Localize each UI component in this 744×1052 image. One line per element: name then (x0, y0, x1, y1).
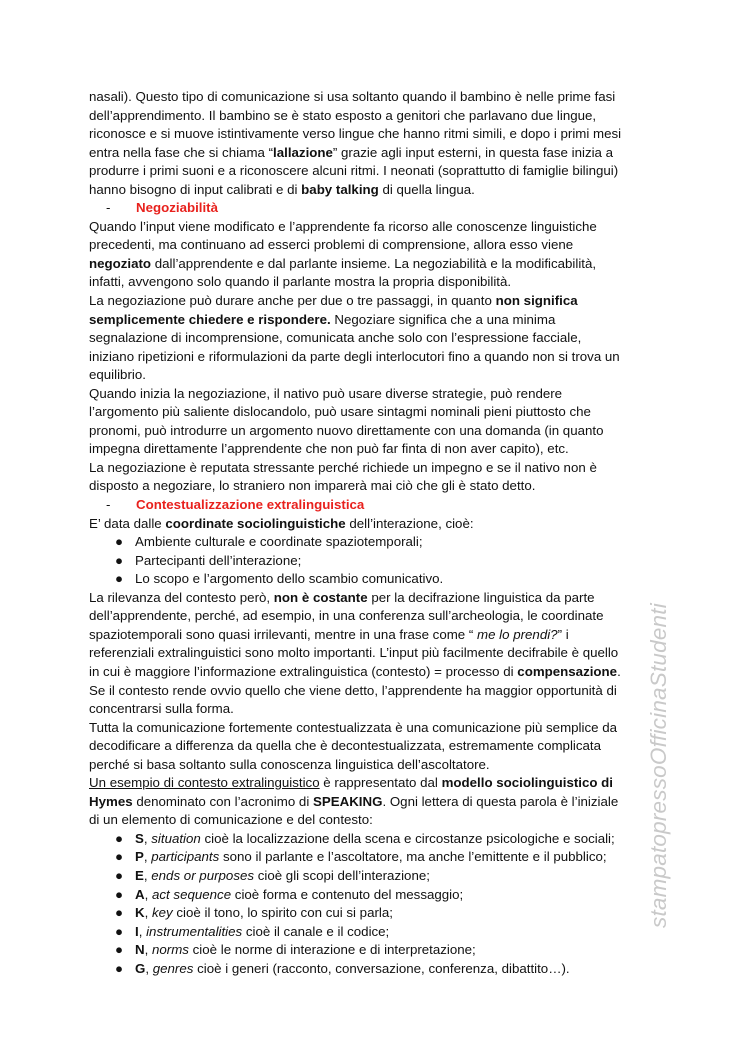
speaking-item-e (115, 867, 629, 886)
bullet-icon: ● (115, 534, 124, 550)
bullet-icon: ● (115, 830, 124, 846)
paragraph-rilevanza-contesto (89, 589, 629, 682)
text-run: nasali). Questo tipo di comunicazione si usa soltanto quando il bambino è nelle prime fasi dell’apprendimento. Il bambino se è stato esposto a genitori che parlavano due lingue, riconosce e si muove istintivamente verso lingue che hanno ritmi simili, e dopo i primi mesi entra nella fase che si chiama “ (89, 89, 622, 160)
heading-text: Negoziabilità (136, 200, 219, 216)
bullet-icon: ● (115, 571, 124, 587)
text-run: di quella lingua. (378, 181, 475, 197)
text-run: denominato con l’acronimo di (132, 793, 313, 809)
bold-term: lallazione (273, 144, 333, 160)
paragraph-negoziato (89, 218, 629, 292)
heading-text: Contestualizzazione extralinguistica (136, 497, 365, 513)
bold-term: modello sociolinguistico di Hymes (89, 775, 613, 809)
acronym-description: cioè il tono, lo spirito con cui si parla; (172, 905, 393, 921)
list-item (115, 533, 629, 552)
bold-term: negoziato (89, 255, 152, 271)
text-run: Quando l’input viene modificato e l’apprendente fa ricorso alle conoscenze linguistiche precedenti, ma continuano ad esserci problemi di comprensione, allora esso viene (89, 218, 597, 253)
speaking-item-s (115, 830, 629, 849)
acronym-description: cioè forma e contenuto del messaggio; (231, 886, 464, 902)
text-run: La negoziazione può durare anche per due o tre passaggi, in quanto (89, 293, 496, 309)
acronym-term: genres (152, 960, 194, 976)
paragraph-stressante: La negoziazione è reputata stressante perché richiede un impegno e se il nativo non è disposto a negoziare, lo straniero non imparerà mai ciò che gli è stato detto. (89, 459, 597, 494)
acronym-term: key (152, 905, 173, 921)
acronym-description: cioè le norme di interazione e di interpretazione; (188, 942, 476, 958)
acronym-description: cioè gli scopi dell’interazione; (254, 867, 430, 883)
separator: , (144, 905, 152, 921)
acronym-term: participants (151, 849, 220, 865)
text-run: dell’interazione, cioè: (345, 515, 474, 531)
bullet-icon: ● (115, 552, 124, 568)
bold-term: non significa semplicemente chiedere e rispondere. (89, 293, 578, 327)
acronym-letter: P (135, 849, 144, 865)
list-item (115, 552, 629, 571)
acronym-letter: K (135, 905, 145, 921)
acronym-term: ends or purposes (151, 867, 255, 883)
heading-dash: - (106, 497, 111, 513)
text-run: E’ data dalle (89, 515, 166, 531)
text-run: ” grazie agli input esterni, in questa fase inizia a produrre i primi suoni e a riconoscere alcuni ritmi. I neonati (soprattutto di famiglie bilingui) hanno bisogno di input calibrati e di (89, 144, 619, 197)
bold-term: compensazione (517, 663, 618, 679)
bullet-icon: ● (115, 905, 124, 921)
text-run: ” i referenziali extralinguistici sono molto importanti. L’input più facilmente decifrabile è quello in cui è maggiore l’informazione extralinguistica (contesto) = processo di (89, 626, 619, 679)
acronym-letter: I (135, 923, 139, 939)
acronym-description: cioè la localizzazione della scena e circostanze psicologiche e sociali; (200, 830, 615, 846)
paragraph-hymes (89, 774, 629, 830)
paragraph-negoziazione-durata (89, 292, 629, 385)
acronym-letter: G (135, 960, 146, 976)
paragraph-lallazione (89, 88, 629, 199)
acronym-description: cioè i generi (racconto, conversazione, conferenza, dibattito…). (193, 960, 570, 976)
watermark-text: stampatopressoOfficinaStudenti (646, 603, 671, 928)
section-heading-negoziabilita (106, 199, 629, 218)
text-run: Negoziare significa che a una minima segnalazione di incomprensione, comunicata anche solo con l’espressione facciale, iniziano ripetizioni e riformulazioni da parte degli interlocutori fino a quando non si trova un equilibrio. (89, 311, 620, 383)
italic-quote: me lo prendi? (473, 626, 558, 642)
bullet-icon: ● (115, 849, 124, 865)
text-run: è rappresentato dal (319, 775, 442, 791)
speaking-item-g (115, 960, 629, 979)
speaking-item-p (115, 848, 629, 867)
list-item-text: Partecipanti dell’interazione; (135, 552, 302, 568)
acronym-term: norms (152, 942, 189, 958)
acronym-letter: A (135, 886, 145, 902)
bold-term: coordinate sociolinguistiche (165, 515, 346, 531)
separator: , (144, 942, 152, 958)
bold-term: SPEAKING (312, 793, 383, 809)
heading-dash: - (106, 200, 111, 216)
paragraph-coordinate (89, 515, 629, 534)
coordinate-list (89, 533, 629, 589)
bullet-icon: ● (115, 942, 124, 958)
speaking-item-a (115, 886, 629, 905)
paragraph-contesto-ovvio: Se il contesto rende ovvio quello che viene detto, l’apprendente ha maggior opportunità di concentrarsi sulla forma. (89, 682, 617, 717)
acronym-term: instrumentalities (146, 923, 243, 939)
list-item-text: Ambiente culturale e coordinate spaziotemporali; (135, 534, 423, 550)
speaking-item-k (115, 904, 629, 923)
bold-term: non è costante (273, 589, 368, 605)
acronym-letter: E (135, 867, 144, 883)
acronym-letter: S (135, 830, 144, 846)
text-run: . Ogni lettera di questa parola è l’iniziale di un elemento di comunicazione e del contesto: (89, 793, 619, 828)
acronym-description: cioè il canale e il codice; (242, 923, 390, 939)
acronym-letter: N (135, 942, 145, 958)
list-item (115, 570, 629, 589)
acronym-term: situation (151, 830, 201, 846)
text-run: per la decifrazione linguistica da parte dell’apprendente, perché, ad esempio, in una conferenza sull’archeologia, le coordinate spaziotemporali sono quasi irrilevanti, mentre in una frase come “ (89, 589, 604, 642)
separator: , (143, 830, 152, 846)
speaking-item-i (115, 923, 629, 942)
text-run: dall’apprendente e dal parlante insieme. La negoziabilità e la modificabilità, infatti, avvengono solo quando il parlante mostra la propria disponibilità. (89, 255, 597, 290)
section-heading-contestualizzazione (106, 496, 629, 515)
text-run: La rilevanza del contesto però, (89, 589, 274, 605)
bullet-icon: ● (115, 886, 124, 902)
speaking-list (89, 830, 629, 978)
paragraph-strategie: Quando inizia la negoziazione, il nativo può usare diverse strategie, può rendere l’argomento più saliente dislocandolo, può usare sintagmi nominali pieni piuttosto che pronomi, può introdurre un argomento nuovo direttamente con una domanda (in quanto impegna direttamente l’apprendente che non può far finta di non aver capito), etc. (89, 385, 604, 457)
bullet-icon: ● (115, 923, 124, 939)
bullet-icon: ● (115, 867, 124, 883)
underlined-text: Un esempio di contesto extralinguistico (89, 775, 320, 791)
separator: , (144, 886, 152, 902)
document-page (89, 88, 629, 978)
bold-term: baby talking (301, 181, 379, 197)
separator: , (145, 960, 153, 976)
separator: , (143, 867, 152, 883)
bullet-icon: ● (115, 960, 124, 976)
speaking-item-n (115, 941, 629, 960)
paragraph-comunicazione-contestualizzata: Tutta la comunicazione fortemente contestualizzata è una comunicazione più semplice da decodificare a differenza da quella che è decontestualizzata, estremamente complicata perché si basa soltanto sulla conoscenza linguistica dell’ascoltatore. (89, 719, 617, 772)
separator: , (143, 849, 152, 865)
list-item-text: Lo scopo e l’argomento dello scambio comunicativo. (135, 571, 444, 587)
acronym-description: sono il parlante e l’ascoltatore, ma anche l’emittente e il pubblico; (219, 849, 607, 865)
separator: , (138, 923, 147, 939)
text-run: . (617, 663, 621, 679)
acronym-term: act sequence (152, 886, 232, 902)
